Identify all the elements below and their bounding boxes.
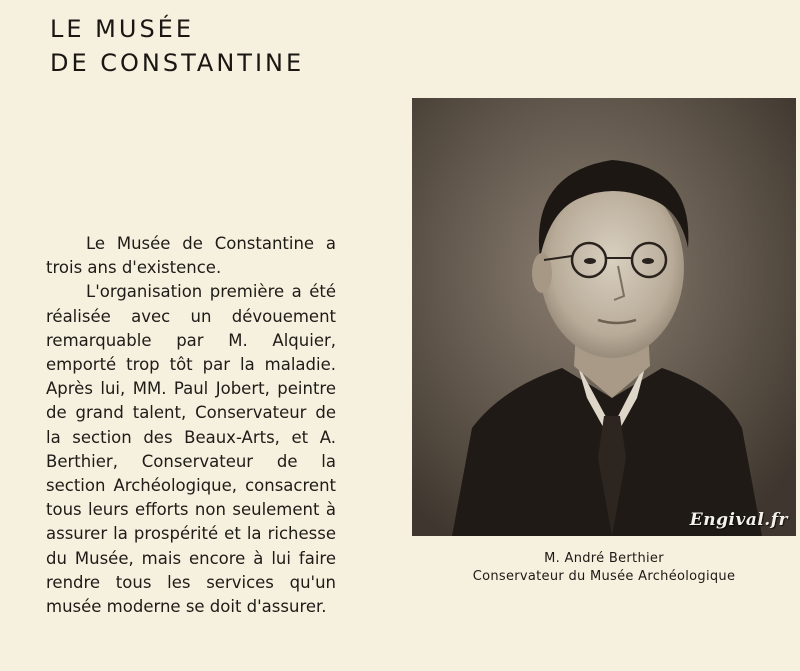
caption-role: Conservateur du Musée Archéologique	[472, 569, 736, 584]
caption-name: M. André Berthier	[544, 551, 664, 566]
article-body	[46, 232, 336, 619]
paragraph-history: L'organisation première a été réalisée avec un dévouement remarquable par M. Alquier, emporté trop tôt par la maladie. Après lui, MM. Paul Jobert, peintre de grand talent, Conservateur de la section des Beaux-Arts, et A. Berthier, Conservateur de la section Archéologique, consacrent tous leurs efforts non seulement à assurer la prospérité et la richesse du Musée, mais encore à lui faire rendre tous les services qu'un musée moderne se doit d'assurer.	[46, 282, 336, 617]
watermark-text: Engival.fr	[689, 510, 788, 530]
title-line-2: DE CONSTANTINE	[50, 49, 305, 77]
photo-caption	[412, 550, 796, 586]
portrait-photo	[412, 98, 796, 536]
portrait-illustration	[412, 98, 796, 536]
title-line-1: LE MUSÉE	[50, 15, 194, 43]
page-title	[50, 12, 304, 80]
paragraph-intro: Le Musée de Constantine a trois ans d'existence.	[46, 234, 336, 278]
